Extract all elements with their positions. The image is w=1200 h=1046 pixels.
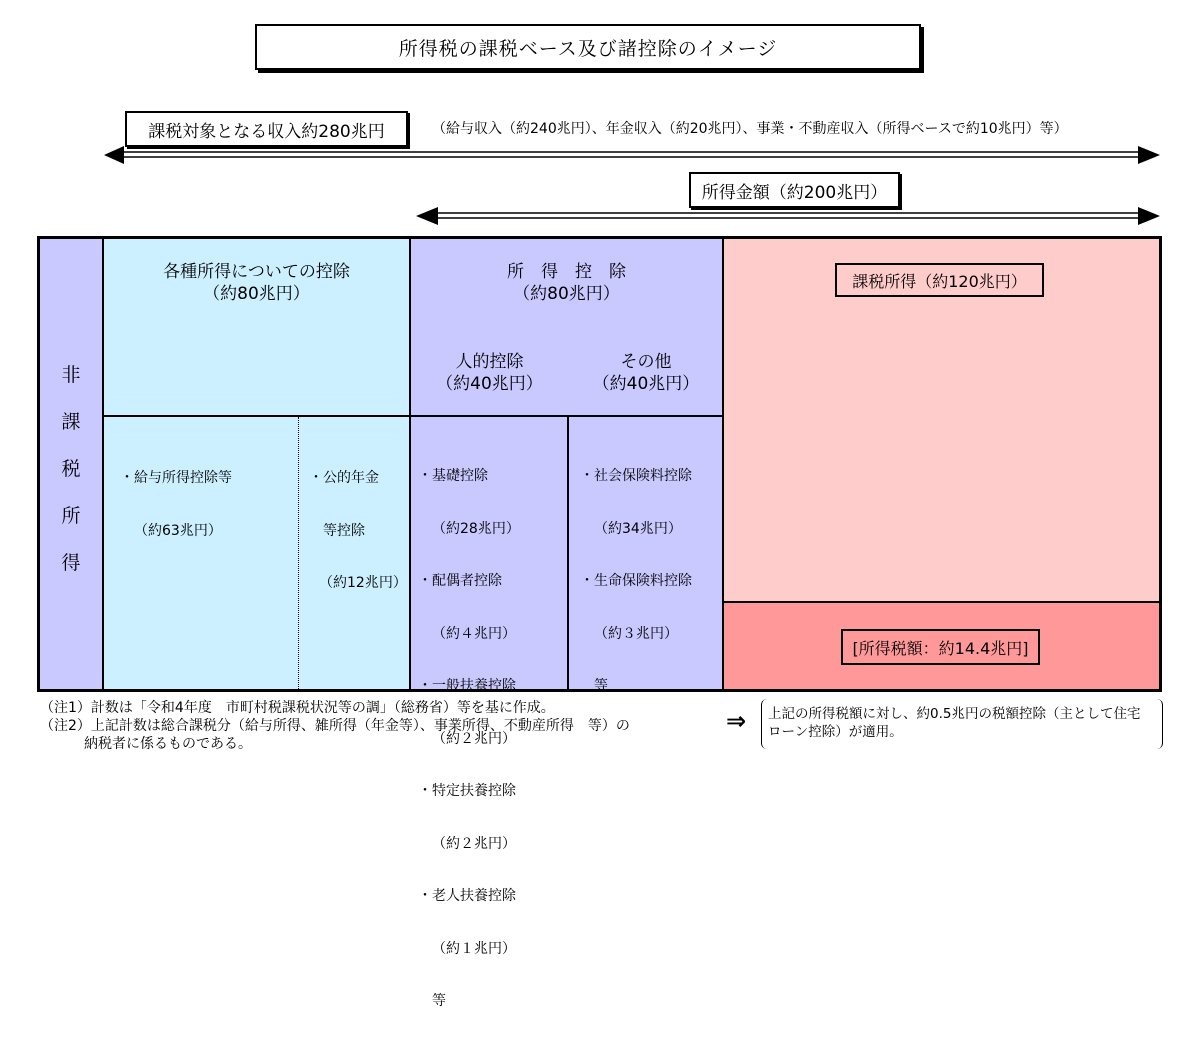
deduction-item: 等	[432, 993, 446, 1009]
salary-deduction-amount: （約63兆円）	[134, 522, 222, 539]
deduction-item: ・基礎控除	[418, 468, 488, 484]
deduction-item: ・老人扶養控除	[418, 888, 516, 904]
divider	[567, 417, 569, 689]
note-1: （注1）計数は「令和4年度 市町村税課税状況等の調」（総務省）等を基に作成。	[40, 700, 555, 716]
various-income-deduction-area	[104, 239, 411, 689]
deduction-item: ・配偶者控除	[418, 573, 502, 589]
non-taxable-char: 得	[61, 552, 81, 574]
various-deduction-amount: （約80兆円）	[203, 284, 310, 304]
personal-deduction-amount: （約40兆円）	[436, 374, 543, 394]
deduction-item: ・生命保険料控除	[580, 573, 692, 589]
divider	[298, 417, 299, 689]
non-taxable-char: 非	[61, 364, 81, 386]
deduction-amount: （約２兆円）	[432, 835, 516, 852]
income-tax-label: [所得税額：約14.4兆円]	[841, 629, 1040, 665]
non-taxable-income-label	[40, 359, 102, 579]
non-taxable-char: 税	[61, 458, 81, 480]
income-tax-area	[724, 601, 1159, 689]
salary-deduction	[120, 435, 232, 575]
non-taxable-income-area	[40, 239, 104, 689]
other-deduction-list	[580, 433, 692, 731]
deduction-amount: （約１兆円）	[432, 940, 516, 957]
pension-deduction-label: 等控除	[323, 522, 365, 539]
personal-deduction-title: 人的控除	[455, 352, 524, 372]
page-title: 所得税の課税ベース及び諸控除のイメージ	[255, 24, 921, 70]
deduction-item: 等	[594, 678, 608, 694]
other-deduction-title: その他	[620, 352, 672, 372]
non-taxable-char: 所	[61, 505, 81, 527]
deduction-amount: （約34兆円）	[594, 520, 682, 537]
deduction-item: ・社会保険料控除	[580, 468, 692, 484]
tax-credit-line-2: ローン控除）が適用。	[768, 724, 903, 740]
other-deduction-amount: （約40兆円）	[592, 374, 700, 394]
personal-deduction-list	[418, 433, 520, 1046]
deduction-amount: （約３兆円）	[594, 625, 678, 642]
right-arrow-icon: ⇒	[726, 707, 747, 735]
taxable-revenue-label: 課税対象となる収入約280兆円	[125, 111, 408, 147]
revenue-range-arrow	[104, 146, 1160, 164]
tax-credit-line-1: 上記の所得税額に対し、約0.5兆円の税額控除（主として住宅	[768, 706, 1141, 722]
pension-deduction	[309, 435, 407, 628]
non-taxable-char: 課	[61, 411, 81, 433]
salary-deduction-label: ・給与所得控除等	[120, 470, 232, 486]
income-deduction-area	[411, 239, 724, 1009]
deduction-item: ・特定扶養控除	[418, 783, 516, 799]
income-deduction-amount: （約80兆円）	[513, 284, 620, 304]
income-amount-label: 所得金額（約200兆円）	[689, 172, 900, 208]
pension-deduction-label: ・公的年金	[309, 470, 379, 486]
deduction-item: ・一般扶養控除	[418, 678, 516, 694]
note-2: （注2）上記計数は総合課税分（給与所得、雑所得（年金等）、事業所得、不動産所得 等）の	[40, 718, 630, 734]
income-deduction-title: 所 得 控 除	[507, 262, 626, 282]
tax-credit-note	[761, 699, 1163, 749]
deduction-amount: （約28兆円）	[432, 520, 520, 537]
income-range-arrow	[416, 207, 1160, 225]
taxable-income-area	[724, 239, 1159, 689]
deduction-amount: （約２兆円）	[432, 730, 516, 747]
note-2-continued: 納税者に係るものである。	[84, 736, 252, 752]
pension-deduction-amount: （約12兆円）	[319, 575, 407, 591]
taxable-income-label: 課税所得（約120兆円）	[835, 263, 1044, 297]
various-deduction-title: 各種所得についての控除	[163, 262, 350, 282]
revenue-breakdown: （給与収入（約240兆円）、年金収入（約20兆円）、事業・不動産収入（所得ベースで約10兆円）等）	[432, 121, 1068, 137]
divider	[104, 415, 409, 417]
deduction-amount: （約４兆円）	[432, 625, 516, 642]
